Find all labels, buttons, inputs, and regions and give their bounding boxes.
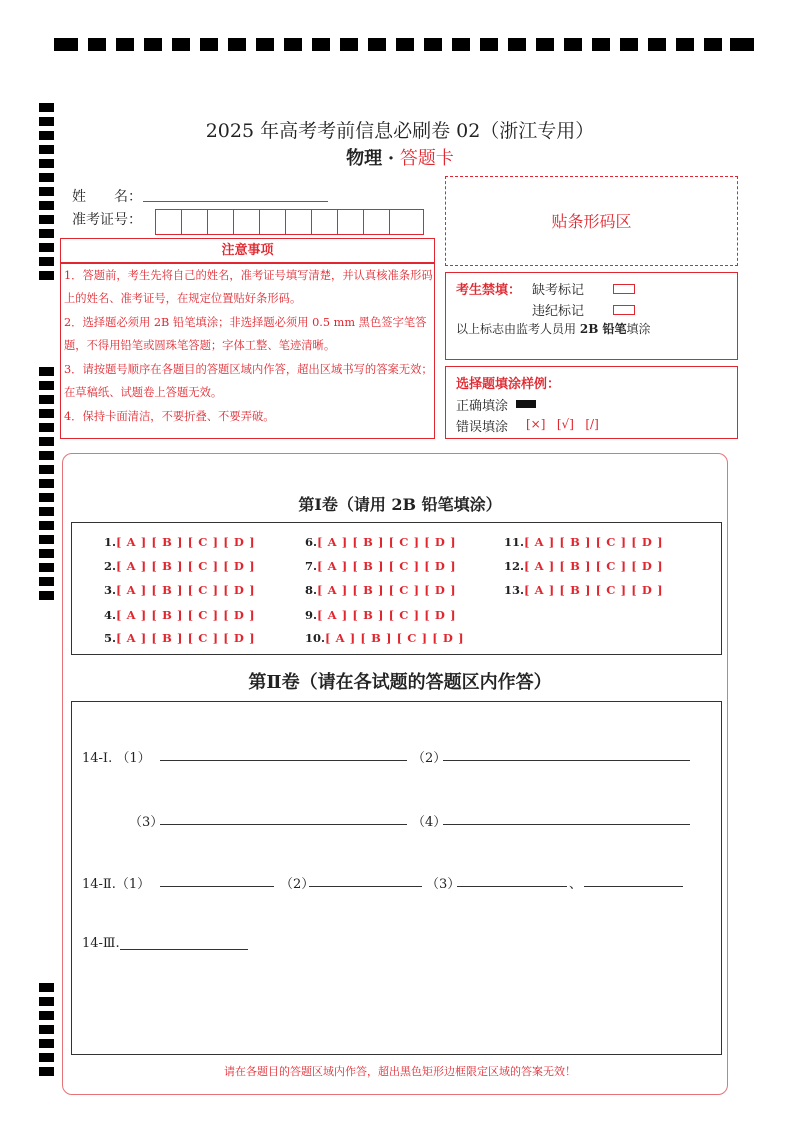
page-title: 2025 年高考考前信息必刷卷 02（浙江专用）: [205, 120, 595, 142]
timing-mark: [39, 367, 54, 376]
choice-number: 3.: [104, 583, 117, 597]
timing-mark: [564, 38, 582, 51]
choice-number: 6.: [305, 535, 318, 549]
choice-q1[interactable]: [104, 535, 255, 549]
choice-q5[interactable]: [104, 631, 255, 645]
id-label: 准考证号：: [72, 212, 142, 228]
timing-mark: [39, 1039, 54, 1048]
id-digit-box[interactable]: [156, 210, 182, 234]
correct-fill-label: 正确填涂: [456, 399, 509, 414]
subtitle-separator: ·: [387, 148, 395, 169]
id-digit-box[interactable]: [390, 210, 416, 234]
id-digit-box[interactable]: [312, 210, 338, 234]
q14-1-blank-4[interactable]: [443, 824, 690, 825]
timing-mark: [39, 215, 54, 224]
timing-mark: [39, 549, 54, 558]
timing-mark: [592, 38, 610, 51]
timing-mark: [39, 997, 54, 1006]
timing-mark: [39, 103, 54, 112]
choice-q6[interactable]: [305, 535, 456, 549]
choice-q10[interactable]: [305, 631, 464, 645]
choice-options[interactable]: [ A ] [ B ] [ C ] [ D ]: [116, 608, 256, 622]
choice-options[interactable]: [ A ] [ B ] [ C ] [ D ]: [116, 631, 256, 645]
timing-mark: [39, 1011, 54, 1020]
exam-status-title: 考生禁填：: [456, 283, 522, 298]
note-prefix: 以上标志由监考人员用: [456, 322, 577, 336]
timing-mark: [39, 381, 54, 390]
part2-title: 第Ⅱ卷（请在各试题的答题区内作答）: [248, 672, 552, 693]
timing-mark: [704, 38, 722, 51]
timing-mark: [730, 38, 754, 51]
timing-mark: [39, 535, 54, 544]
timing-mark: [396, 38, 414, 51]
timing-mark: [39, 201, 54, 210]
choice-q7[interactable]: [305, 559, 456, 573]
choice-number: 10.: [305, 631, 326, 645]
notice-title-box: [60, 238, 435, 264]
timing-mark: [480, 38, 498, 51]
choice-q12[interactable]: [504, 559, 663, 573]
q14-1-label-2: （2）: [412, 751, 447, 766]
timing-mark: [39, 451, 54, 460]
notice-item: 3．请按题号顺序在各题目的答题区域内作答，超出区域书写的答案无效；在草稿纸、试题卷上答题无效。: [64, 363, 433, 399]
barcode-area: [445, 176, 738, 266]
timing-mark: [144, 38, 162, 51]
timing-mark: [172, 38, 190, 51]
wrong-mark-slash: [/]: [585, 417, 599, 431]
notice-item: 2．选择题必须用 2B 铅笔填涂；非选择题必须用 0.5 mm 黑色签字笔答题，不得用铅笔或圆珠笔答题；字体工整、笔迹清晰。: [64, 316, 427, 352]
choice-number: 5.: [104, 631, 117, 645]
choice-options[interactable]: [ A ] [ B ] [ C ] [ D ]: [317, 535, 457, 549]
timing-mark: [39, 243, 54, 252]
timing-mark: [39, 395, 54, 404]
timing-mark: [39, 563, 54, 572]
correct-fill-sample: [516, 400, 536, 408]
part2-answer-box: [71, 701, 722, 1055]
choice-options[interactable]: [ A ] [ B ] [ C ] [ D ]: [524, 583, 664, 597]
note-bold: 2B 铅笔: [579, 322, 627, 336]
q14-1-blank-2[interactable]: [443, 760, 690, 761]
wrong-fill-label: 错误填涂: [456, 420, 509, 435]
timing-mark: [312, 38, 330, 51]
choice-number: 7.: [305, 559, 318, 573]
q14-1-label: 14-Ⅰ. （1）: [82, 751, 151, 766]
timing-mark: [39, 409, 54, 418]
choice-q9[interactable]: [305, 608, 456, 622]
exam-status-box: [445, 272, 738, 360]
choice-options[interactable]: [ A ] [ B ] [ C ] [ D ]: [524, 559, 664, 573]
q14-1-label-4: （4）: [412, 815, 447, 830]
violation-mark-box[interactable]: [613, 305, 635, 315]
card-label: 答题卡: [399, 148, 454, 169]
choice-options[interactable]: [ A ] [ B ] [ C ] [ D ]: [116, 535, 256, 549]
notice-item: 1．答题前，考生先将自己的姓名，准考证号填写清楚，并认真核准条形码上的姓名、准考证号，在规定位置贴好条形码。: [64, 269, 433, 305]
q14-2-blank-3b[interactable]: [584, 886, 683, 887]
choice-number: 8.: [305, 583, 318, 597]
timing-mark: [284, 38, 302, 51]
timing-mark: [340, 38, 358, 51]
timing-mark: [200, 38, 218, 51]
timing-mark: [424, 38, 442, 51]
q14-2-label: 14-Ⅱ.（1）: [82, 877, 151, 892]
choice-number: 13.: [504, 583, 525, 597]
timing-mark: [39, 437, 54, 446]
absent-mark-box[interactable]: [613, 284, 635, 294]
timing-mark: [116, 38, 134, 51]
choice-options[interactable]: [ A ] [ B ] [ C ] [ D ]: [524, 535, 664, 549]
choice-q4[interactable]: [104, 608, 255, 622]
id-digit-box[interactable]: [234, 210, 260, 234]
part1-title: 第Ⅰ卷（请用 2B 铅笔填涂）: [298, 495, 502, 514]
q14-1-label-3: （3）: [129, 815, 164, 830]
id-digit-box[interactable]: [182, 210, 208, 234]
wrong-fill-samples: [526, 417, 599, 431]
subtitle: [0, 144, 800, 170]
id-digit-box[interactable]: [260, 210, 286, 234]
timing-mark: [508, 38, 526, 51]
id-digit-box[interactable]: [208, 210, 234, 234]
timing-mark: [536, 38, 554, 51]
choice-number: 9.: [305, 608, 318, 622]
timing-mark: [368, 38, 386, 51]
choice-number: 11.: [504, 535, 525, 549]
choice-q13[interactable]: [504, 583, 663, 597]
timing-mark: [39, 257, 54, 266]
violation-label: 违纪标记: [532, 304, 585, 319]
id-number-grid[interactable]: [155, 209, 424, 235]
fill-example-title: 选择题填涂样例：: [456, 377, 561, 392]
choice-options[interactable]: [ A ] [ B ] [ C ] [ D ]: [116, 583, 256, 597]
timing-mark: [39, 229, 54, 238]
exam-status-note: [456, 320, 651, 337]
choice-q11[interactable]: [504, 535, 663, 549]
choice-q8[interactable]: [305, 583, 456, 597]
timing-mark: [39, 521, 54, 530]
q14-3-label: 14-Ⅲ.: [82, 936, 120, 951]
timing-mark: [39, 187, 54, 196]
id-digit-box[interactable]: [364, 210, 390, 234]
timing-mark: [88, 38, 106, 51]
fill-example-box: [445, 366, 738, 439]
q14-2-label-2: （2）: [280, 877, 315, 892]
choice-q2[interactable]: [104, 559, 255, 573]
subject-label: 物理: [346, 148, 383, 169]
timing-mark: [676, 38, 694, 51]
q14-2-blank-1[interactable]: [160, 886, 274, 887]
timing-mark: [39, 271, 54, 280]
note-suffix: 填涂: [626, 322, 651, 336]
wrong-mark-check: [√]: [556, 417, 574, 431]
timing-mark: [39, 1053, 54, 1062]
timing-mark: [39, 173, 54, 182]
choice-number: 2.: [104, 559, 117, 573]
q14-2-blank-3a[interactable]: [457, 886, 567, 887]
q14-2-blank-2[interactable]: [309, 886, 422, 887]
notice-title: 注意事项: [221, 243, 274, 258]
timing-mark: [39, 577, 54, 586]
choice-options[interactable]: [ A ] [ B ] [ C ] [ D ]: [325, 631, 465, 645]
timing-mark: [39, 983, 54, 992]
timing-mark: [39, 1025, 54, 1034]
timing-mark: [39, 465, 54, 474]
choice-options[interactable]: [ A ] [ B ] [ C ] [ D ]: [317, 559, 457, 573]
choice-options[interactable]: [ A ] [ B ] [ C ] [ D ]: [116, 559, 256, 573]
barcode-label: 贴条形码区: [551, 212, 632, 231]
timing-mark: [452, 38, 470, 51]
absent-label: 缺考标记: [532, 283, 585, 298]
id-digit-box[interactable]: [286, 210, 312, 234]
q14-2-separator: 、: [569, 877, 583, 892]
name-label: 姓 名：: [72, 189, 142, 205]
timing-mark: [228, 38, 246, 51]
timing-mark: [620, 38, 638, 51]
timing-mark: [39, 591, 54, 600]
timing-mark: [256, 38, 274, 51]
timing-mark: [54, 38, 78, 51]
q14-3-blank[interactable]: [120, 949, 248, 950]
timing-mark: [648, 38, 666, 51]
q14-1-blank-1[interactable]: [160, 760, 407, 761]
choice-number: 12.: [504, 559, 525, 573]
wrong-mark-cross: [×]: [526, 417, 546, 431]
q14-2-label-3: （3）: [426, 877, 461, 892]
timing-mark: [39, 423, 54, 432]
id-digit-box[interactable]: [338, 210, 364, 234]
choice-number: 1.: [104, 535, 117, 549]
timing-mark: [39, 479, 54, 488]
choice-number: 4.: [104, 608, 117, 622]
choice-options[interactable]: [ A ] [ B ] [ C ] [ D ]: [317, 608, 457, 622]
choice-q3[interactable]: [104, 583, 255, 597]
name-input[interactable]: [143, 201, 328, 202]
footer-warning: 请在各题目的答题区域内作答，超出黑色矩形边框限定区域的答案无效！: [224, 1065, 576, 1078]
q14-1-blank-3[interactable]: [160, 824, 407, 825]
notice-item: 4．保持卡面清洁，不要折叠、不要弄破。: [64, 410, 275, 423]
choice-options[interactable]: [ A ] [ B ] [ C ] [ D ]: [317, 583, 457, 597]
